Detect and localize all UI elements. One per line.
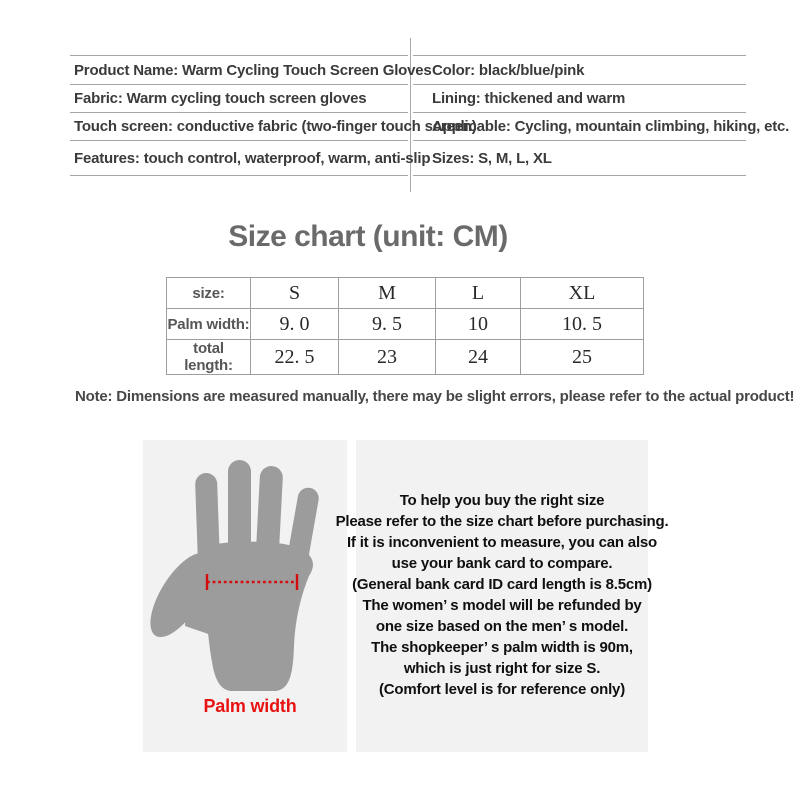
advice-line: The shopkeeper’ s palm width is 90m, <box>371 639 633 656</box>
advice-panel <box>335 440 669 752</box>
size-chart-col-l: L <box>436 278 521 309</box>
spec-text: Sizes: S, M, L, XL <box>432 149 552 167</box>
measurement-note: Note: Dimensions are measured manually, there may be slight errors, please refer to the actual product! <box>75 388 795 405</box>
size-chart-row-label: total length: <box>167 340 251 375</box>
advice-line: (General bank card ID card length is 8.5cm) <box>352 576 652 593</box>
size-chart-cell: 9. 0 <box>251 309 339 340</box>
size-chart-col-s: S <box>251 278 339 309</box>
spec-row-features <box>70 140 431 176</box>
advice-line: use your bank card to compare. <box>391 555 613 572</box>
spec-row-fabric <box>70 84 408 112</box>
size-chart-total-length-row <box>167 340 644 375</box>
advice-line: (Comfort level is for reference only) <box>379 681 625 698</box>
size-chart-col-xl: XL <box>521 278 644 309</box>
spec-table-right-column <box>413 55 790 176</box>
size-chart-corner-label: size: <box>167 278 251 309</box>
spec-row-sizes <box>413 140 746 176</box>
palm-width-label: Palm width <box>203 696 297 716</box>
advice-line: If it is inconvenient to measure, you can also <box>346 534 658 551</box>
size-chart-row-label: Palm width: <box>167 309 251 340</box>
spec-text: Features: touch control, waterproof, warm, anti-slip <box>74 149 431 167</box>
advice-line: which is just right for size S. <box>403 660 601 677</box>
spec-row-color <box>413 55 746 84</box>
glove-silhouette <box>143 460 320 691</box>
size-chart-col-m: M <box>339 278 436 309</box>
size-chart-cell: 10. 5 <box>521 309 644 340</box>
glove-palm <box>205 542 313 691</box>
spec-text: Fabric: Warm cycling touch screen gloves <box>74 90 367 107</box>
spec-text: Applicable: Cycling, mountain climbing, hiking, etc. <box>432 118 790 135</box>
spec-row-product-name <box>70 55 432 84</box>
glove-panel <box>143 440 347 752</box>
size-chart-cell: 24 <box>436 340 521 375</box>
spec-text: Lining: thickened and warm <box>432 90 626 107</box>
size-chart-title: Size chart (unit: CM) <box>228 220 508 253</box>
spec-text: Color: black/blue/pink <box>432 61 585 79</box>
size-chart-header-row <box>167 278 644 309</box>
size-chart-cell: 10 <box>436 309 521 340</box>
advice-line: The women’ s model will be refunded by <box>362 597 642 614</box>
spec-row-lining <box>413 84 746 112</box>
advice-line: one size based on the men’ s model. <box>375 618 629 635</box>
spec-text: Product Name: Warm Cycling Touch Screen Gloves <box>74 61 432 79</box>
size-chart-palm-width-row <box>167 309 644 340</box>
advice-line: To help you buy the right size <box>399 492 605 509</box>
spec-text: Touch screen: conductive fabric (two-finger touch screen) <box>74 118 477 135</box>
size-chart-cell: 22. 5 <box>251 340 339 375</box>
advice-line: Please refer to the size chart before purchasing. <box>335 513 669 530</box>
size-chart-table <box>166 277 644 375</box>
size-chart-cell: 9. 5 <box>339 309 436 340</box>
spec-table-left-column <box>70 55 477 176</box>
size-chart-cell: 23 <box>339 340 436 375</box>
size-chart-cell: 25 <box>521 340 644 375</box>
spec-row-touch-screen <box>70 112 477 140</box>
spec-row-applicable <box>413 112 790 140</box>
